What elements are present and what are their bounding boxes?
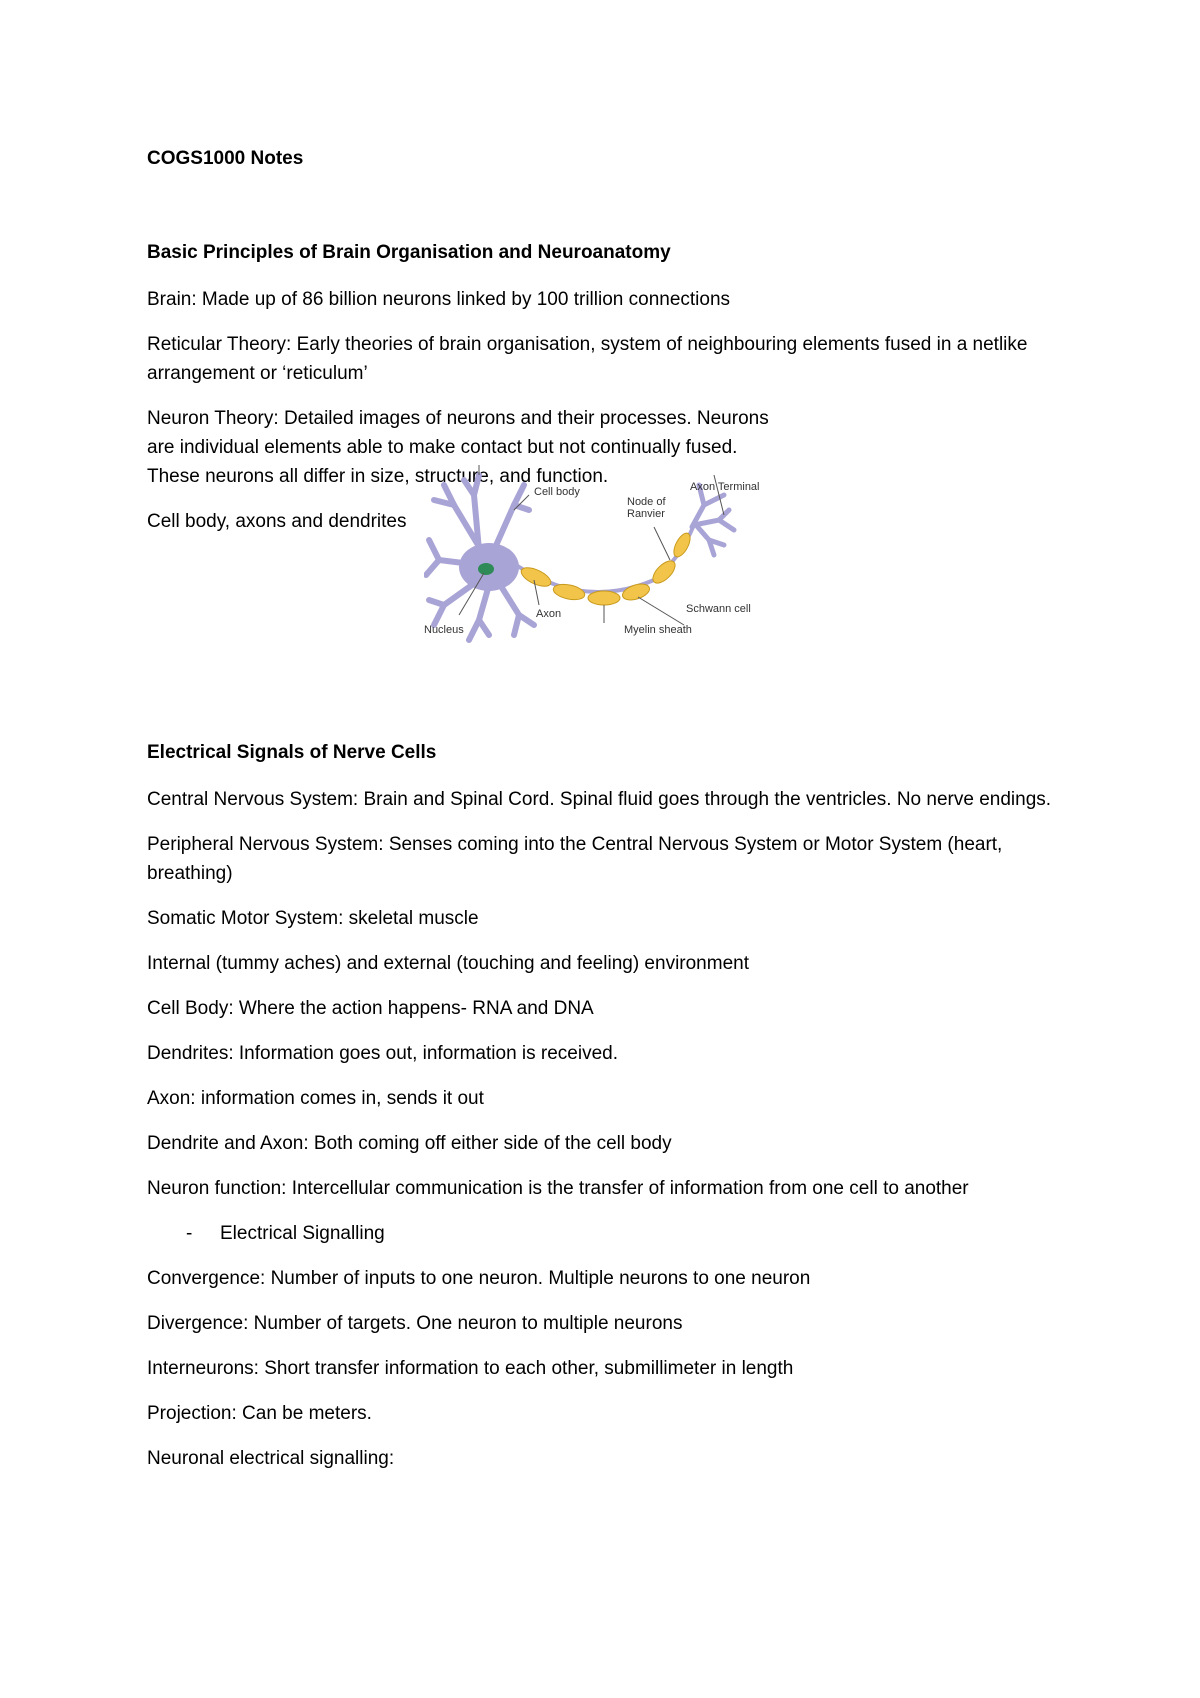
label-axon: Axon <box>536 608 562 620</box>
paragraph: Somatic Motor System: skeletal muscle <box>147 908 479 929</box>
section-heading: Electrical Signals of Nerve Cells <box>147 742 437 763</box>
paragraph: Neuron function: Intercellular communication is the transfer of information from one cell to another <box>147 1178 969 1199</box>
paragraph: Cell body, axons and dendrites <box>147 511 407 532</box>
paragraph: Neuronal electrical signalling: <box>147 1448 395 1469</box>
paragraph: Axon: information comes in, sends it out <box>147 1088 484 1109</box>
paragraph: Interneurons: Short transfer information to each other, submillimeter in length <box>147 1358 794 1379</box>
paragraph: Convergence: Number of inputs to one neuron. Multiple neurons to one neuron <box>147 1268 811 1289</box>
label-myelin-sheath: Myelin sheath <box>624 624 692 636</box>
paragraph: Dendrite and Axon: Both coming off either side of the cell body <box>147 1133 672 1154</box>
axon-terminal-branches <box>692 485 734 555</box>
bullet-text: Electrical Signalling <box>220 1223 385 1244</box>
paragraph: Central Nervous System: Brain and Spinal Cord. Spinal fluid goes through the ventricles. No nerve endings. <box>147 789 1052 810</box>
bullet-marker: - <box>186 1223 193 1244</box>
paragraph: Neuron Theory: Detailed images of neurons and their processes. Neurons are individual elements able to make contact but not continually fused. These neurons all differ in size, structure, and function. <box>147 408 769 487</box>
paragraph: Reticular Theory: Early theories of brain organisation, system of neighbouring elements fused in a netlike arrangement or ‘reticulum’ <box>147 334 1028 384</box>
bullet-item <box>147 1219 1067 1248</box>
label-axon-terminal: Axon Terminal <box>690 481 760 493</box>
neuron-diagram <box>424 465 784 660</box>
label-node-of-ranvier: Node of <box>627 496 666 508</box>
myelin-sheath <box>519 531 694 605</box>
paragraph: Cell Body: Where the action happens- RNA and DNA <box>147 998 594 1019</box>
label-nucleus: Nucleus <box>424 624 464 636</box>
section-electrical-signals <box>147 740 1067 1489</box>
section-heading: Basic Principles of Brain Organisation and Neuroanatomy <box>147 242 671 263</box>
document-title: COGS1000 Notes <box>147 148 304 169</box>
paragraph: Projection: Can be meters. <box>147 1403 372 1424</box>
paragraph: Divergence: Number of targets. One neuron to multiple neurons <box>147 1313 683 1334</box>
paragraph: Dendrites: Information goes out, information is received. <box>147 1043 619 1064</box>
neuron-illustration <box>424 465 784 660</box>
label-node-of-ranvier-2: Ranvier <box>627 508 665 520</box>
label-cell-body: Cell body <box>534 486 580 498</box>
nucleus <box>478 563 494 575</box>
paragraph: Brain: Made up of 86 billion neurons linked by 100 trillion connections <box>147 289 731 310</box>
label-schwann-cell: Schwann cell <box>686 603 751 615</box>
paragraph: Peripheral Nervous System: Senses coming into the Central Nervous System or Motor System (heart, breathing) <box>147 834 1003 884</box>
paragraph: Internal (tummy aches) and external (touching and feeling) environment <box>147 953 749 974</box>
